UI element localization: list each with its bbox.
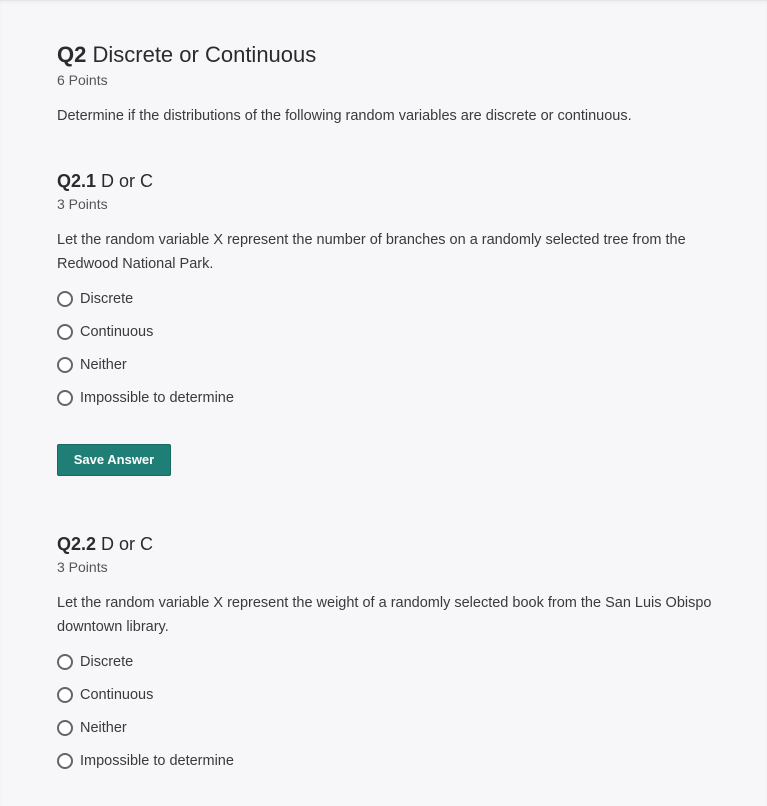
subquestion-number: Q2.1 (57, 171, 97, 191)
question-number: Q2 (57, 42, 87, 67)
answer-option[interactable] (57, 645, 767, 678)
radio-button[interactable] (57, 357, 73, 373)
subquestion-title (57, 169, 767, 193)
radio-button[interactable] (57, 720, 73, 736)
answer-options (57, 645, 767, 777)
answer-option-label: Discrete (80, 290, 134, 307)
answer-option-label: Discrete (80, 653, 134, 670)
radio-button[interactable] (57, 324, 73, 340)
answer-option[interactable] (57, 282, 767, 315)
question-prompt: Determine if the distributions of the following random variables are discrete or continuous. (57, 108, 632, 124)
question-points: 6 Points (57, 72, 108, 88)
question-title (57, 41, 767, 69)
subquestion-number: Q2.2 (57, 534, 97, 554)
subquestion-title-text: D or C (101, 171, 154, 191)
radio-button[interactable] (57, 753, 73, 769)
subquestion-points: 3 Points (57, 196, 108, 212)
answer-option[interactable] (57, 744, 767, 777)
subquestion-prompt: Let the random variable X represent the number of branches on a randomly selected tree from the Redwood National Park. (57, 232, 686, 272)
answer-option-label: Impossible to determine (80, 752, 234, 769)
subquestion-q2-1 (57, 169, 767, 476)
answer-options (57, 282, 767, 414)
radio-button[interactable] (57, 390, 73, 406)
radio-button[interactable] (57, 291, 73, 307)
subquestion-points: 3 Points (57, 559, 108, 575)
question-title-text: Discrete or Continuous (92, 42, 317, 67)
answer-option[interactable] (57, 348, 767, 381)
subquestion-title-text: D or C (101, 534, 154, 554)
radio-button[interactable] (57, 654, 73, 670)
subquestion-prompt: Let the random variable X represent the weight of a randomly selected book from the San Luis Obispo downtown library. (57, 595, 712, 635)
save-answer-button[interactable]: Save Answer (57, 444, 171, 476)
answer-option-label: Continuous (80, 323, 154, 340)
radio-button[interactable] (57, 687, 73, 703)
answer-option[interactable] (57, 315, 767, 348)
answer-option[interactable] (57, 711, 767, 744)
answer-option-label: Impossible to determine (80, 389, 234, 406)
answer-option-label: Continuous (80, 686, 154, 703)
subquestion-q2-2 (57, 532, 767, 777)
subquestion-title (57, 532, 767, 556)
answer-option-label: Neither (80, 719, 127, 736)
answer-option-label: Neither (80, 356, 127, 373)
answer-option[interactable] (57, 678, 767, 711)
answer-option[interactable] (57, 381, 767, 414)
